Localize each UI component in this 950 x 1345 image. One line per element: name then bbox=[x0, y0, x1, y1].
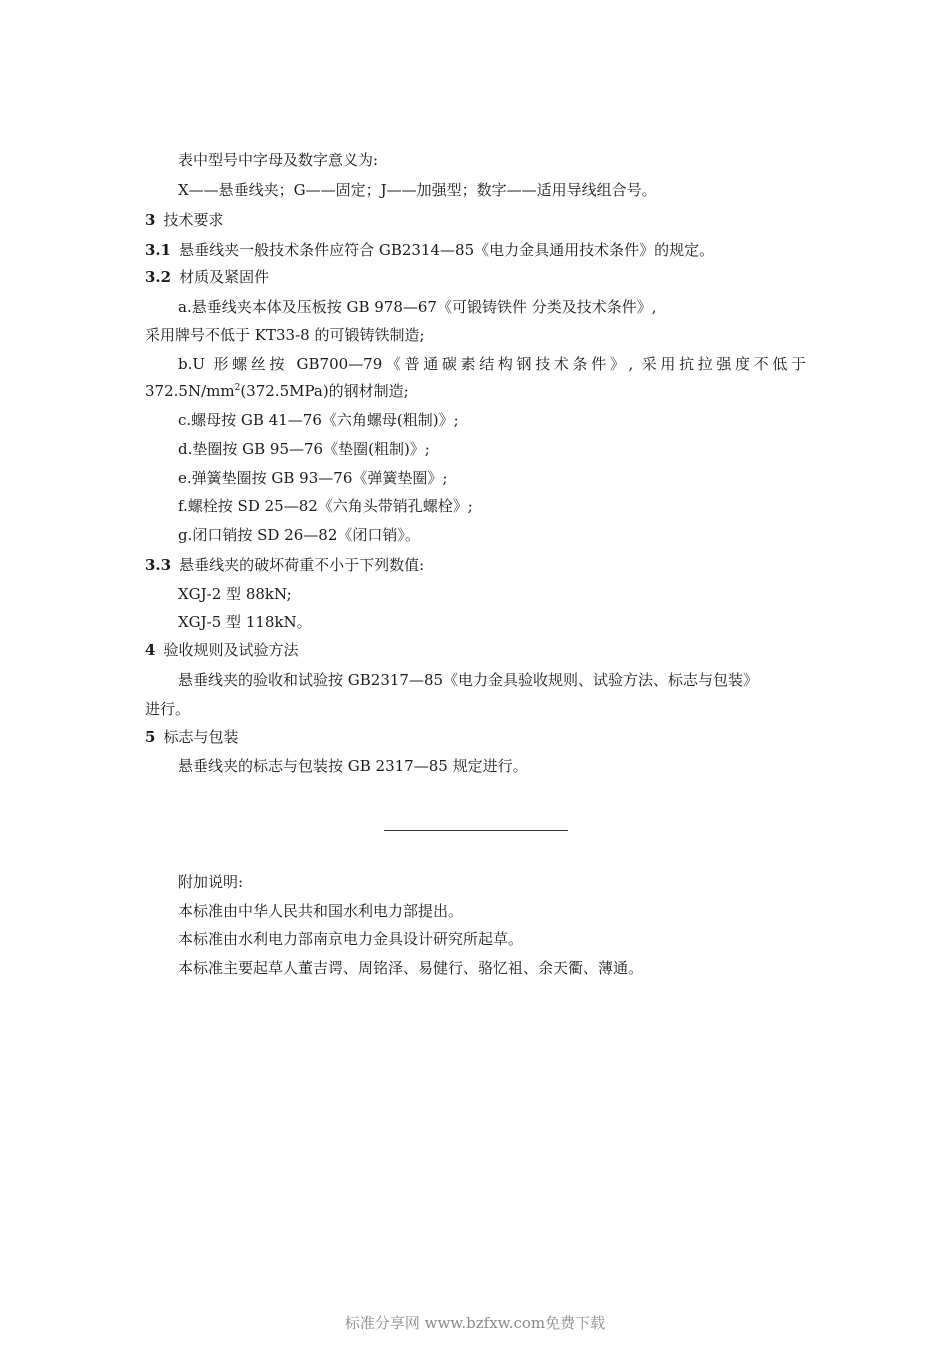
section-5-line1: 悬垂线夹的标志与包装按 GB 2317—85 规定进行。 bbox=[178, 757, 528, 775]
section-3-2-heading bbox=[145, 267, 269, 287]
section-3-3-heading bbox=[145, 555, 424, 575]
section-3-heading bbox=[145, 210, 223, 230]
item-d: d.垫圈按 GB 95—76《垫圈(粗制)》; bbox=[178, 440, 430, 458]
section-text: 悬垂线夹一般技术条件应符合 GB2314—85《电力金具通用技术条件》的规定。 bbox=[179, 241, 715, 259]
item-f: f.螺栓按 SD 25—82《六角头带销孔螺栓》; bbox=[178, 497, 473, 515]
item-g: g.闭口销按 SD 26—82《闭口销》。 bbox=[178, 526, 420, 544]
item-c: c.螺母按 GB 41—76《六角螺母(粗制)》; bbox=[178, 411, 459, 429]
section-number: 3 bbox=[145, 211, 156, 229]
footer-watermark: 标准分享网 www.bzfxw.com免费下载 bbox=[344, 1314, 606, 1332]
meaning-title: 表中型号中字母及数字意义为: bbox=[178, 151, 379, 169]
section-4-heading bbox=[145, 640, 298, 660]
section-number: 3.2 bbox=[145, 268, 172, 286]
notes-title: 附加说明: bbox=[178, 873, 244, 891]
section-number: 3.1 bbox=[145, 241, 172, 259]
item-b-line2 bbox=[145, 381, 409, 401]
section-number: 3.3 bbox=[145, 556, 172, 574]
section-title: 标志与包装 bbox=[163, 728, 239, 746]
section-title: 悬垂线夹的破坏荷重不小于下列数值: bbox=[179, 556, 425, 574]
item-e: e.弹簧垫圈按 GB 93—76《弹簧垫圈》; bbox=[178, 469, 448, 487]
note-3: 本标准主要起草人董吉谔、周铭泽、易健行、骆忆祖、余天衢、薄通。 bbox=[178, 959, 644, 977]
section-title: 技术要求 bbox=[163, 211, 224, 229]
section-4-line1: 悬垂线夹的验收和试验按 GB2317—85《电力金具验收规则、试验方法、标志与包装》 bbox=[178, 671, 759, 689]
strength-value: 372.5N/mm bbox=[145, 382, 235, 400]
section-4-line2: 进行。 bbox=[145, 700, 191, 718]
section-title: 验收规则及试验方法 bbox=[163, 641, 299, 659]
superscript: 2 bbox=[234, 383, 241, 393]
item-a-line2: 采用牌号不低于 KT33-8 的可锻铸铁制造; bbox=[145, 326, 425, 344]
section-number: 5 bbox=[145, 728, 156, 746]
load-value-2: XGJ-5 型 118kN。 bbox=[178, 613, 312, 631]
meaning-body: X——悬垂线夹；G——固定；J——加强型；数字——适用导线组合号。 bbox=[178, 181, 657, 199]
section-title: 材质及紧固件 bbox=[179, 268, 270, 286]
item-b-line1: b.U 形螺丝按 GB700—79《普通碳素结构钢技术条件》, 采用抗拉强度不低于 bbox=[178, 355, 806, 373]
note-1: 本标准由中华人民共和国水利电力部提出。 bbox=[178, 902, 464, 920]
end-divider bbox=[384, 830, 568, 831]
section-3-1 bbox=[145, 240, 714, 260]
strength-rest: (372.5MPa)的钢材制造; bbox=[240, 382, 409, 400]
section-5-heading bbox=[145, 727, 238, 747]
note-2: 本标准由水利电力部南京电力金具设计研究所起草。 bbox=[178, 930, 524, 948]
item-a-line1: a.悬垂线夹本体及压板按 GB 978—67《可锻铸铁件 分类及技术条件》, bbox=[178, 298, 657, 316]
section-number: 4 bbox=[145, 641, 156, 659]
load-value-1: XGJ-2 型 88kN; bbox=[178, 585, 292, 603]
